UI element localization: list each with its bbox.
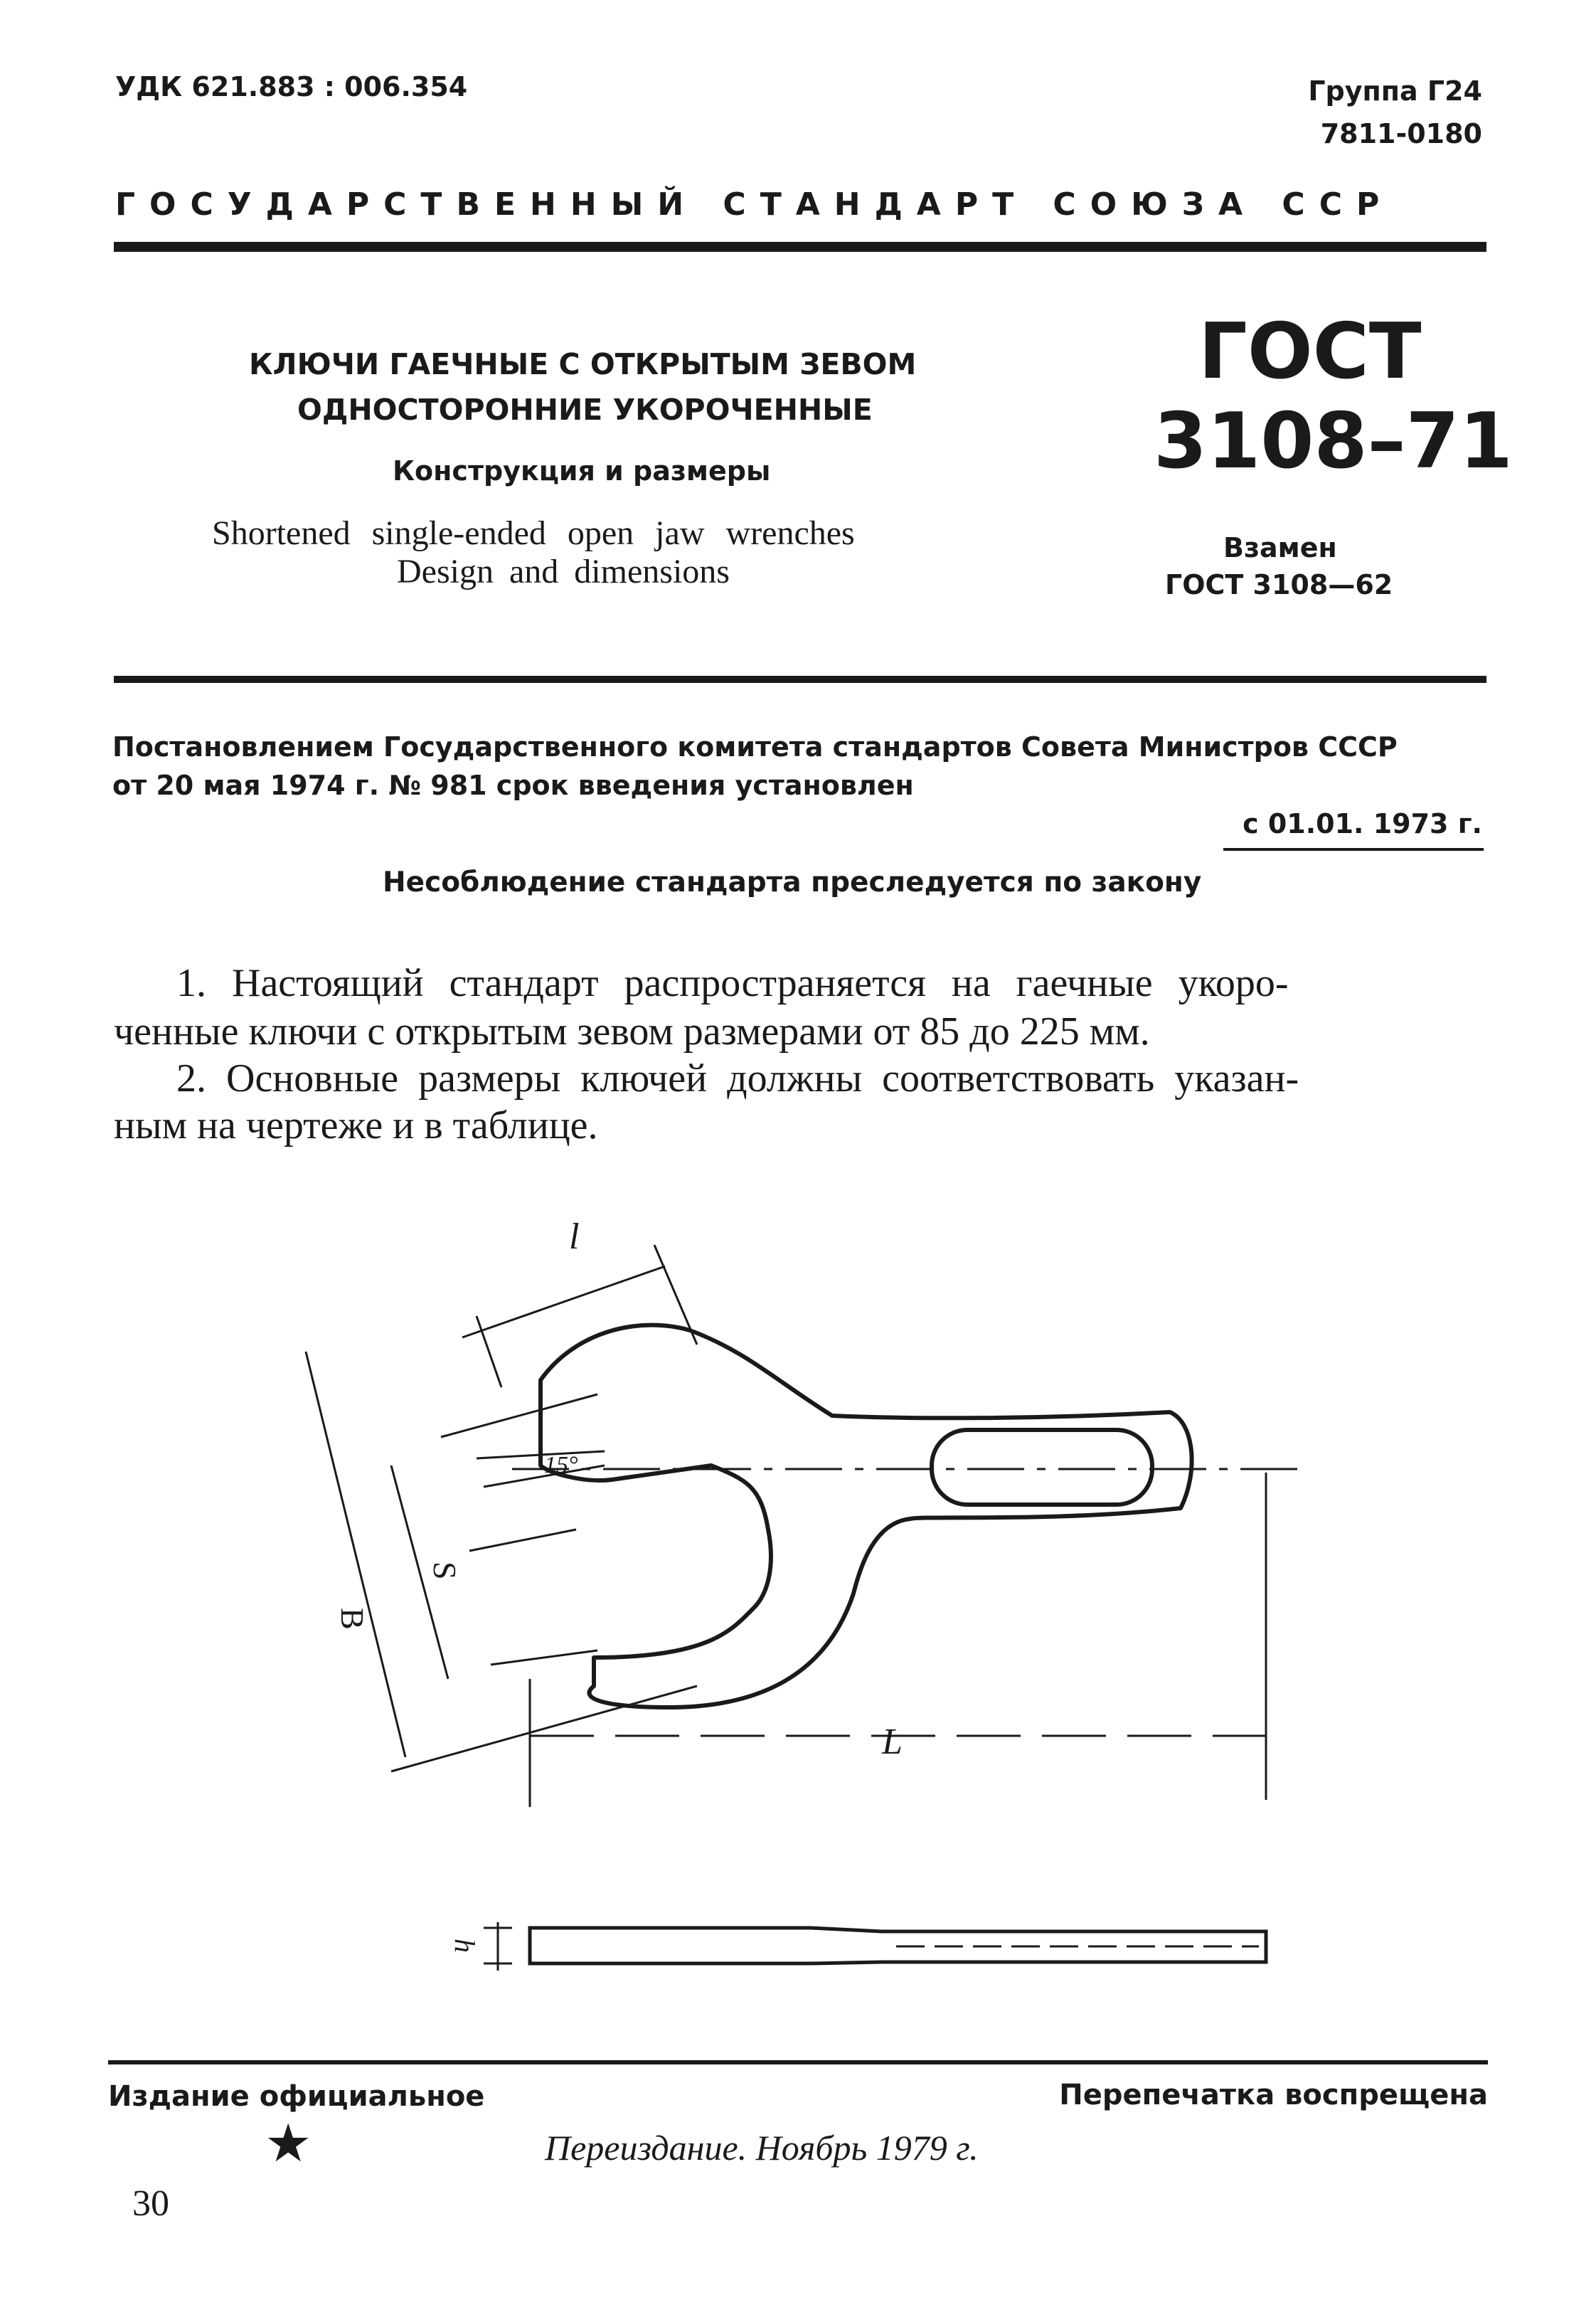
group-code: Группа Г24 xyxy=(1308,75,1482,107)
paragraph-2-line-2: ным на чертеже и в таблице. xyxy=(114,1103,598,1147)
english-title-line-1: Shortened single-ended open jaw wrenches xyxy=(212,514,855,552)
handle-slot xyxy=(932,1430,1152,1505)
date-underline xyxy=(1223,848,1484,851)
dimension-s-label: S xyxy=(427,1562,463,1580)
dimension-L-label: L xyxy=(882,1722,903,1762)
replaces-label: Взамен xyxy=(1223,532,1337,563)
reissue-note: Переиздание. Ноябрь 1979 г. xyxy=(545,2128,979,2168)
angle-label: 15° xyxy=(544,1452,578,1478)
title-line-2: ОДНОСТОРОННИЕ УКОРОЧЕННЫЕ xyxy=(297,393,873,427)
classification-code: 7811-0180 xyxy=(1320,118,1482,149)
paragraph-1-line-1: 1. Настоящий стандарт распространяется на гаечные укоро- xyxy=(176,961,1289,1005)
organization-heading: ГОСУДАРСТВЕННЫЙ СТАНДАРТ СОЮЗА ССР xyxy=(115,186,1394,223)
dimension-b-label: B xyxy=(334,1608,371,1630)
official-edition: Издание официальное xyxy=(108,2080,485,2113)
udk-code: УДК 621.883 : 006.354 xyxy=(115,71,468,102)
decree-line-1: Постановлением Государственного комитета стандартов Совета Министров СССР xyxy=(112,731,1398,763)
english-title-line-2: Design and dimensions xyxy=(397,553,730,590)
page-number: 30 xyxy=(132,2183,169,2224)
standard-number: 3108–71 xyxy=(1154,397,1513,486)
middle-rule xyxy=(114,676,1486,683)
replaces-value: ГОСТ 3108—62 xyxy=(1165,569,1393,600)
title-subtitle: Конструкция и размеры xyxy=(393,455,771,487)
paragraph-1-line-2: ченные ключи с открытым зевом размерами от 85 до 225 мм. xyxy=(114,1009,1150,1054)
standard-label: ГОСТ xyxy=(1198,307,1422,396)
decree-date: с 01.01. 1973 г. xyxy=(1243,808,1482,839)
dimension-h-label: h xyxy=(449,1939,481,1953)
reprint-notice: Перепечатка воспрещена xyxy=(1059,2079,1488,2111)
wrench-outline xyxy=(541,1325,1192,1707)
bottom-rule xyxy=(108,2060,1488,2064)
decree-line-2: от 20 мая 1974 г. № 981 срок введения установлен xyxy=(112,770,914,801)
dimension-l-label: l xyxy=(569,1216,580,1257)
star-icon: ★ xyxy=(265,2115,312,2173)
wrench-drawing xyxy=(270,1167,1309,1992)
title-line-1: КЛЮЧИ ГАЕЧНЫЕ С ОТКРЫТЫМ ЗЕВОМ xyxy=(249,347,917,381)
top-rule xyxy=(114,242,1486,252)
paragraph-2-line-1: 2. Основные размеры ключей должны соответствовать указан- xyxy=(176,1056,1299,1101)
legal-warning: Несоблюдение стандарта преследуется по закону xyxy=(383,866,1202,898)
